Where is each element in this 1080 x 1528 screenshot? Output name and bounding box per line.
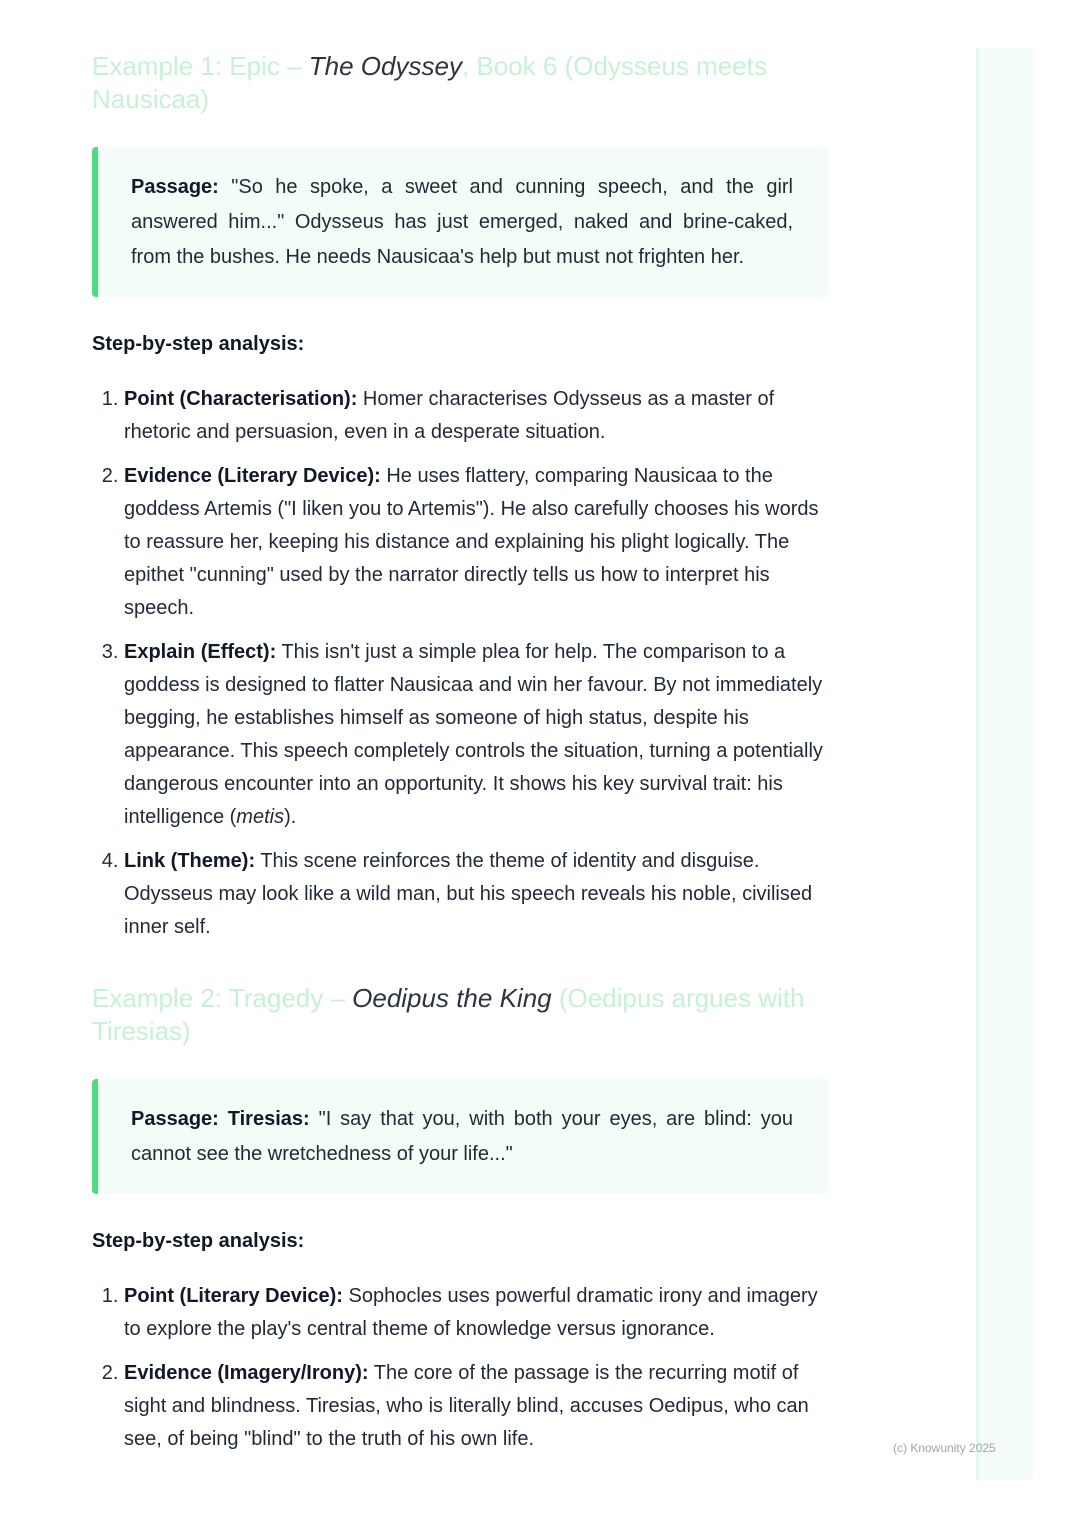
heading-text: Example 2: Tragedy – <box>92 983 353 1013</box>
item-text: Homer characterises Odysseus as a master of rhetoric and persuasion, even in a desperate situation. <box>124 388 775 443</box>
passage-label: Passage: <box>131 176 219 198</box>
item-label: Link (Theme): <box>124 850 256 872</box>
passage-text: "So he spoke, a sweet and cunning speech, and the girl answered him..." Odysseus has just emerged, naked and brine-caked, from the bushes. He needs Nausicaa's help but must not frighten her. <box>131 176 793 268</box>
item-text: Sophocles uses powerful dramatic irony and imagery to explore the play's central theme of knowledge versus ignorance. <box>124 1285 818 1340</box>
list-item <box>124 636 828 834</box>
analysis-heading: Step-by-step analysis: <box>92 333 305 355</box>
passage-label: Passage: Tiresias: <box>131 1108 310 1130</box>
item-text: The core of the passage is the recurring motif of sight and blindness. Tiresias, who is literally blind, accuses Oedipus, who can see, of being "blind" to the truth of his own life. <box>124 1362 809 1450</box>
heading-text: Example 1: Epic – <box>92 51 309 81</box>
work-title: Oedipus the King <box>352 983 552 1013</box>
analysis-list <box>92 1280 828 1456</box>
example-2-heading <box>92 982 828 1048</box>
example-1-heading <box>92 50 828 116</box>
heading-text: , Book 6 (Odysseus meets Nausicaa) <box>92 51 767 114</box>
item-label: Evidence (Literary Device): <box>124 465 381 487</box>
item-emphasis: metis <box>236 806 285 828</box>
item-text: He uses flattery, comparing Nausicaa to the goddess Artemis ("I liken you to Artemis"). He also carefully chooses his words to reassure her, keeping his distance and explaining his plight logically. The epithet "cunning" used by the narrator directly tells us how to interpret his speech. <box>124 465 819 619</box>
document-page <box>92 50 828 1494</box>
heading-text: (Oedipus argues with Tiresias) <box>92 983 805 1046</box>
list-item <box>124 460 828 625</box>
item-text: This isn't just a simple plea for help. The comparison to a goddess is designed to flatter Nausicaa and win her favour. By not immediately begging, he establishes himself as someone of high status, despite his appearance. This speech completely controls the situation, turning a potentially dangerous encounter into an opportunity. It shows his key survival trait: his intelligence ( <box>124 641 823 828</box>
list-item <box>124 383 828 449</box>
list-item <box>124 1357 828 1456</box>
analysis-heading: Step-by-step analysis: <box>92 1230 305 1252</box>
item-label: Explain (Effect): <box>124 641 277 663</box>
copyright-footer: (c) Knowunity 2025 <box>893 1441 996 1455</box>
item-label: Evidence (Imagery/Irony): <box>124 1362 369 1384</box>
item-label: Point (Literary Device): <box>124 1285 343 1307</box>
passage-text: "I say that you, with both your eyes, are blind: you cannot see the wretchedness of your life..." <box>131 1108 793 1165</box>
passage-quote <box>92 1079 828 1194</box>
passage-quote <box>92 147 828 297</box>
list-item <box>124 845 828 944</box>
item-text: This scene reinforces the theme of identity and disguise. Odysseus may look like a wild man, but his speech reveals his noble, civilised inner self. <box>124 850 813 938</box>
list-item <box>124 1280 828 1346</box>
item-text: ). <box>284 806 297 828</box>
item-label: Point (Characterisation): <box>124 388 358 410</box>
analysis-list <box>92 383 828 944</box>
work-title: The Odyssey <box>308 51 462 81</box>
side-panel-strip <box>976 48 1033 1480</box>
